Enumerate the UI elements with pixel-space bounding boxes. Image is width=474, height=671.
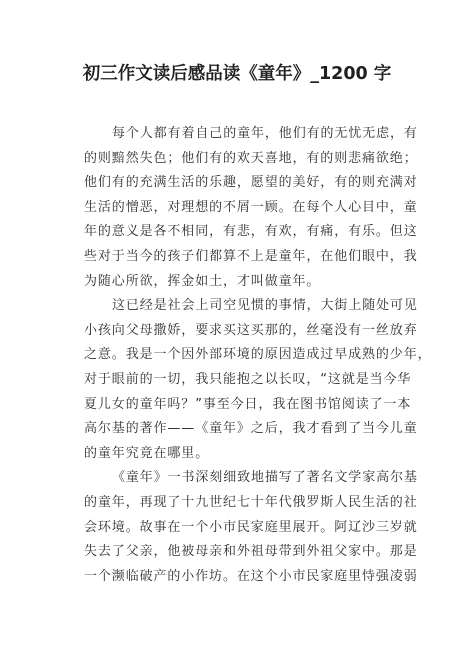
text-line: 他们有的充满生活的乐趣，愿望的美好，有的则充满对 <box>84 175 418 191</box>
text-line: 会环境。故事在一个小市民家庭里展开。阿辽沙三岁就 <box>84 519 418 535</box>
text-line: 的童年，再现了十九世纪七十年代俄罗斯人民生活的社 <box>84 494 418 510</box>
paragraph-3 <box>84 466 418 589</box>
text-line: 每个人都有着自己的童年，他们有的无忧无虑，有 <box>112 126 418 141</box>
document-title: 初三作文读后感品读《童年》_1200 字 <box>82 64 392 84</box>
text-line: 的童年究竟在哪里。 <box>84 445 210 461</box>
text-line: 小孩向父母撒娇，要求买这买那的，丝毫没有一丝放弃 <box>84 322 418 338</box>
text-line: 为随心所欲，挥金如土，才叫做童年。 <box>84 273 321 289</box>
text-line: 夏儿女的童年吗？”事至今日，我在图书馆阅读了一本 <box>84 396 412 412</box>
text-line: 之意。我是一个因外部环境的原因造成过早成熟的少年， <box>84 347 432 363</box>
text-line: 这已经是社会上司空见惯的事情，大街上随处可见 <box>112 298 418 314</box>
text-line: 失去了父亲，他被母亲和外祖母带到外祖父家中。那是 <box>84 544 418 560</box>
text-line: 的则黯然失色；他们有的欢天喜地，有的则悲痛欲绝； <box>84 150 418 166</box>
document-body <box>84 122 432 589</box>
text-line: 些对于当今的孩子们都算不上是童年，在他们眼中，我 <box>84 248 418 264</box>
text-line: 年的意义是各不相同，有悲，有欢，有痛，有乐。但这 <box>84 224 418 240</box>
text-line: 《童年》一书深刻细致地描写了著名文学家高尔基 <box>112 470 418 486</box>
text-line: 生活的憎恶，对理想的不屑一顾。在每个人心目中，童 <box>84 199 418 215</box>
text-line: 一个濒临破产的小作坊。在这个小市民家庭里恃强凌弱 <box>84 568 418 584</box>
paragraph-2 <box>84 294 432 466</box>
paragraph-1 <box>84 122 418 294</box>
text-line: 高尔基的著作——《童年》之后，我才看到了当今儿童 <box>84 421 418 437</box>
text-line: 对于眼前的一切，我只能抱之以长叹，“这就是当今华 <box>84 371 412 387</box>
